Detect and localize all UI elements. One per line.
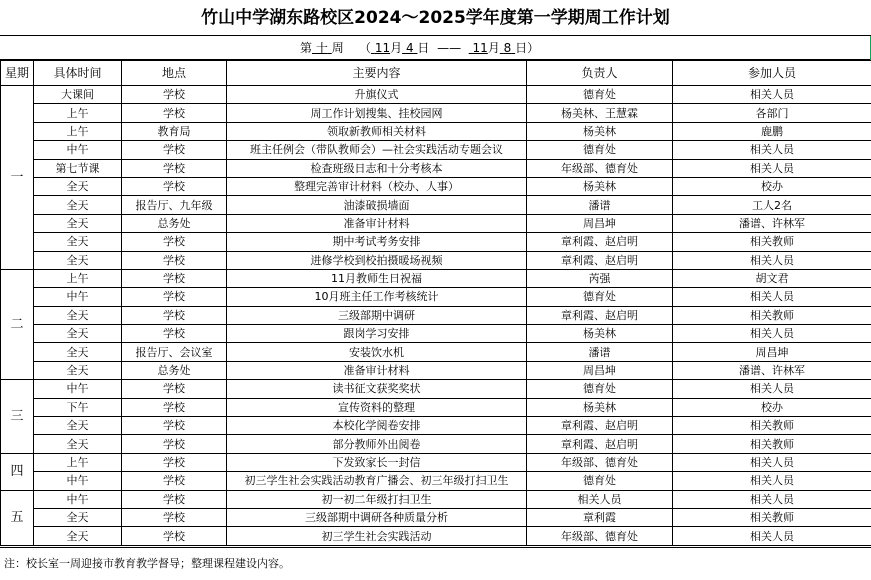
- participants-cell: 相关人员: [673, 251, 871, 269]
- participants-cell: 校办: [673, 398, 871, 416]
- owner-cell: 章利霞、赵启明: [527, 233, 673, 251]
- owner-cell: 周昌坤: [527, 214, 673, 232]
- week-dash: ——: [437, 41, 462, 55]
- table-row: [1, 343, 871, 361]
- time-cell: 上午: [34, 104, 122, 122]
- location-cell: 学校: [122, 233, 227, 251]
- time-cell: 中午: [34, 490, 122, 508]
- table-row: [1, 233, 871, 251]
- location-cell: 学校: [122, 104, 227, 122]
- owner-cell: 杨美林: [527, 177, 673, 195]
- content-cell: 初三学生社会实践活动: [227, 527, 527, 545]
- participants-cell: 相关教师: [673, 435, 871, 453]
- location-cell: 学校: [122, 251, 227, 269]
- content-cell: 部分教师外出阅卷: [227, 435, 527, 453]
- participants-cell: 相关人员: [673, 472, 871, 490]
- content-cell: 初一初二年级打扫卫生: [227, 490, 527, 508]
- location-cell: 学校: [122, 288, 227, 306]
- owner-cell: 德育处: [527, 288, 673, 306]
- owner-cell: 德育处: [527, 86, 673, 104]
- time-cell: 全天: [34, 306, 122, 324]
- content-cell: 本校化学阅卷安排: [227, 417, 527, 435]
- time-cell: 全天: [34, 214, 122, 232]
- time-cell: 上午: [34, 269, 122, 287]
- location-cell: 学校: [122, 453, 227, 471]
- end-day: 8: [503, 41, 512, 55]
- owner-cell: 章利霞、赵启明: [527, 251, 673, 269]
- header-location: 地点: [122, 61, 227, 86]
- content-cell: 整理完善审计材料（校办、人事）: [227, 177, 527, 195]
- time-cell: 全天: [34, 527, 122, 545]
- location-cell: 学校: [122, 435, 227, 453]
- time-cell: 下午: [34, 398, 122, 416]
- owner-cell: 杨美林、王慧霖: [527, 104, 673, 122]
- participants-cell: 工人2名: [673, 196, 871, 214]
- end-month-label: 月: [487, 41, 500, 55]
- location-cell: 学校: [122, 398, 227, 416]
- week-prefix: 第: [300, 41, 313, 55]
- location-cell: 学校: [122, 86, 227, 104]
- owner-cell: 芮强: [527, 269, 673, 287]
- time-cell: 全天: [34, 177, 122, 195]
- table-row: [1, 104, 871, 122]
- content-cell: 宣传资料的整理: [227, 398, 527, 416]
- owner-cell: 德育处: [527, 141, 673, 159]
- header-time: 具体时间: [34, 61, 122, 86]
- owner-cell: 年级部、德育处: [527, 159, 673, 177]
- participants-cell: 胡文君: [673, 269, 871, 287]
- owner-cell: 杨美林: [527, 122, 673, 140]
- content-cell: 10月班主任工作考核统计: [227, 288, 527, 306]
- time-cell: 全天: [34, 251, 122, 269]
- location-cell: 教育局: [122, 122, 227, 140]
- location-cell: 学校: [122, 141, 227, 159]
- participants-cell: 潘谱、许林军: [673, 214, 871, 232]
- schedule-table: [0, 60, 871, 546]
- start-day: 4: [405, 41, 414, 55]
- time-cell: 中午: [34, 380, 122, 398]
- time-cell: 上午: [34, 122, 122, 140]
- schedule-body: [1, 86, 871, 546]
- content-cell: 领取新教师相关材料: [227, 122, 527, 140]
- table-row: [1, 306, 871, 324]
- time-cell: 中午: [34, 288, 122, 306]
- table-row: [1, 527, 871, 545]
- header-owner: 负责人: [527, 61, 673, 86]
- table-header-row: [1, 61, 871, 86]
- week-suffix: 周: [331, 41, 344, 55]
- owner-cell: 潘谱: [527, 343, 673, 361]
- table-row: [1, 380, 871, 398]
- header-participants: 参加人员: [673, 61, 871, 86]
- location-cell: 学校: [122, 269, 227, 287]
- week-range: [0, 36, 871, 60]
- header-weekday: 星期: [1, 61, 34, 86]
- table-row: [1, 417, 871, 435]
- location-cell: 总务处: [122, 214, 227, 232]
- weekday-cell: 一: [1, 86, 34, 270]
- table-row: [1, 361, 871, 379]
- footnote: 注：校长室一周迎接市教育教学督导；整理课程建设内容。: [4, 557, 290, 570]
- participants-cell: 相关教师: [673, 306, 871, 324]
- participants-cell: 校办: [673, 177, 871, 195]
- week-open-paren: （: [358, 41, 371, 55]
- content-cell: 跟岗学习安排: [227, 325, 527, 343]
- table-row: [1, 214, 871, 232]
- time-cell: 全天: [34, 196, 122, 214]
- location-cell: 学校: [122, 325, 227, 343]
- table-row: [1, 472, 871, 490]
- time-cell: 上午: [34, 453, 122, 471]
- content-cell: 下发致家长一封信: [227, 453, 527, 471]
- weekday-cell: 二: [1, 269, 34, 379]
- time-cell: 大课间: [34, 86, 122, 104]
- table-row: [1, 508, 871, 526]
- weekday-cell: 三: [1, 380, 34, 454]
- table-row: [1, 159, 871, 177]
- table-row: [1, 196, 871, 214]
- table-row: [1, 288, 871, 306]
- end-day-label: 日）: [515, 41, 540, 55]
- owner-cell: 杨美林: [527, 325, 673, 343]
- participants-cell: 相关人员: [673, 453, 871, 471]
- time-cell: 全天: [34, 435, 122, 453]
- time-cell: 全天: [34, 361, 122, 379]
- week-range-text: [300, 36, 539, 60]
- participants-cell: 相关人员: [673, 141, 871, 159]
- participants-cell: 相关教师: [673, 417, 871, 435]
- participants-cell: 相关人员: [673, 288, 871, 306]
- table-row: [1, 490, 871, 508]
- table-row: [1, 177, 871, 195]
- content-cell: 准备审计材料: [227, 214, 527, 232]
- header-content: 主要内容: [227, 61, 527, 86]
- week-number: 十: [315, 41, 328, 55]
- time-cell: 全天: [34, 343, 122, 361]
- owner-cell: 章利霞、赵启明: [527, 417, 673, 435]
- content-cell: 三级部期中调研: [227, 306, 527, 324]
- content-cell: 11月教师生日祝福: [227, 269, 527, 287]
- owner-cell: 相关人员: [527, 490, 673, 508]
- participants-cell: 潘谱、许林军: [673, 361, 871, 379]
- table-row: [1, 325, 871, 343]
- content-cell: 油漆破损墙面: [227, 196, 527, 214]
- time-cell: 全天: [34, 325, 122, 343]
- owner-cell: 年级部、德育处: [527, 527, 673, 545]
- owner-cell: 周昌坤: [527, 361, 673, 379]
- participants-cell: 相关人员: [673, 380, 871, 398]
- participants-cell: 相关人员: [673, 86, 871, 104]
- location-cell: 总务处: [122, 361, 227, 379]
- content-cell: 三级部期中调研各种质量分析: [227, 508, 527, 526]
- location-cell: 学校: [122, 472, 227, 490]
- location-cell: 学校: [122, 177, 227, 195]
- owner-cell: 杨美林: [527, 398, 673, 416]
- location-cell: 学校: [122, 508, 227, 526]
- participants-cell: 周昌坤: [673, 343, 871, 361]
- note-divider: [0, 547, 871, 548]
- content-cell: 准备审计材料: [227, 361, 527, 379]
- weekday-cell: 四: [1, 453, 34, 490]
- participants-cell: 相关人员: [673, 527, 871, 545]
- page-title: 竹山中学湖东路校区2024～2025学年度第一学期周工作计划: [0, 0, 871, 36]
- content-cell: 初三学生社会实践活动教育广播会、初三年级打扫卫生: [227, 472, 527, 490]
- location-cell: 报告厅、会议室: [122, 343, 227, 361]
- location-cell: 学校: [122, 380, 227, 398]
- table-row: [1, 86, 871, 104]
- content-cell: 周工作计划搜集、挂校园网: [227, 104, 527, 122]
- table-row: [1, 453, 871, 471]
- start-month: 11: [374, 41, 391, 55]
- table-row: [1, 122, 871, 140]
- participants-cell: 相关教师: [673, 508, 871, 526]
- participants-cell: 相关人员: [673, 159, 871, 177]
- table-row: [1, 435, 871, 453]
- owner-cell: 章利霞、赵启明: [527, 306, 673, 324]
- start-day-label: 日: [417, 41, 430, 55]
- table-row: [1, 398, 871, 416]
- owner-cell: 章利霞、赵启明: [527, 435, 673, 453]
- table-row: [1, 269, 871, 287]
- participants-cell: 鹿鹏: [673, 122, 871, 140]
- location-cell: 学校: [122, 490, 227, 508]
- weekday-cell: 五: [1, 490, 34, 545]
- owner-cell: 德育处: [527, 472, 673, 490]
- content-cell: 期中考试考务安排: [227, 233, 527, 251]
- content-cell: 班主任例会（带队教师会）—社会实践活动专题会议: [227, 141, 527, 159]
- time-cell: 中午: [34, 141, 122, 159]
- content-cell: 读书征文获奖奖状: [227, 380, 527, 398]
- table-row: [1, 141, 871, 159]
- owner-cell: 潘谱: [527, 196, 673, 214]
- location-cell: 学校: [122, 159, 227, 177]
- end-month: 11: [472, 41, 488, 55]
- participants-cell: 各部门: [673, 104, 871, 122]
- time-cell: 中午: [34, 472, 122, 490]
- start-month-label: 月: [390, 41, 403, 55]
- time-cell: 全天: [34, 417, 122, 435]
- participants-cell: 相关教师: [673, 233, 871, 251]
- time-cell: 全天: [34, 508, 122, 526]
- participants-cell: 相关人员: [673, 490, 871, 508]
- content-cell: 检查班级日志和十分考核本: [227, 159, 527, 177]
- time-cell: 第七节课: [34, 159, 122, 177]
- location-cell: 报告厅、九年级: [122, 196, 227, 214]
- content-cell: 进修学校到校拍摄暖场视频: [227, 251, 527, 269]
- content-cell: 升旗仪式: [227, 86, 527, 104]
- table-row: [1, 251, 871, 269]
- owner-cell: 年级部、德育处: [527, 453, 673, 471]
- location-cell: 学校: [122, 417, 227, 435]
- location-cell: 学校: [122, 306, 227, 324]
- content-cell: 安装饮水机: [227, 343, 527, 361]
- participants-cell: 相关人员: [673, 325, 871, 343]
- location-cell: 学校: [122, 527, 227, 545]
- owner-cell: 章利霞: [527, 508, 673, 526]
- time-cell: 全天: [34, 233, 122, 251]
- owner-cell: 德育处: [527, 380, 673, 398]
